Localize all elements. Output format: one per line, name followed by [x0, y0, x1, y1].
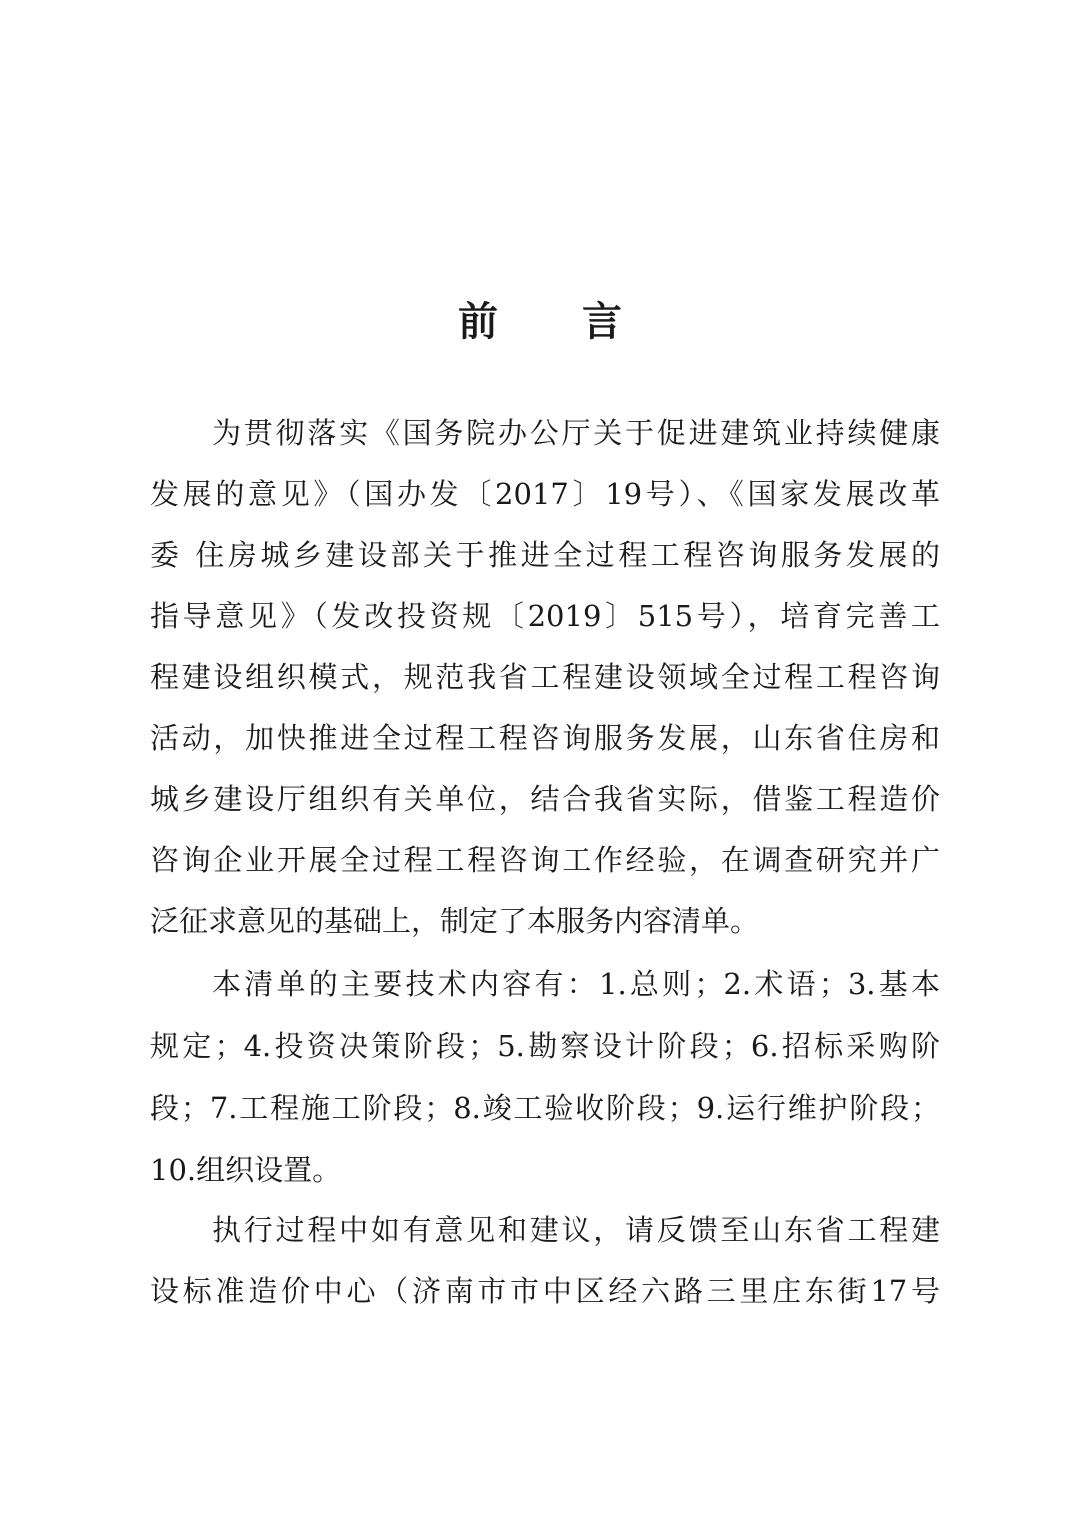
paragraph-3-line-2: 设标准造价中心（济南市市中区经六路三里庄东街17号: [150, 1274, 940, 1308]
paragraph-1-line-3: 委 住房城乡建设部关于推进全过程工程咨询服务发展的: [150, 538, 940, 572]
page-title: [0, 288, 1080, 348]
paragraph-2-line-3: 段；7.工程施工阶段；8.竣工验收阶段；9.运行维护阶段；: [150, 1091, 940, 1125]
paragraph-1-line-6: 活动，加快推进全过程工程咨询服务发展，山东省住房和: [150, 721, 940, 755]
paragraph-1-line-8: 咨询企业开展全过程工程咨询工作经验，在调查研究并广: [150, 843, 940, 877]
paragraph-1-line-4: 指导意见》（发改投资规〔2019〕515号），培育完善工: [150, 599, 940, 633]
paragraph-2-line-1: 本清单的主要技术内容有：1.总则；2.术语；3.基本: [212, 967, 940, 1001]
paragraph-1-line-1: 为贯彻落实《国务院办公厅关于促进建筑业持续健康: [212, 416, 940, 450]
paragraph-1-line-9: 泛征求意见的基础上，制定了本服务内容清单。: [150, 904, 760, 938]
paragraph-1-line-5: 程建设组织模式，规范我省工程建设领域全过程工程咨询: [150, 660, 940, 694]
title-char-1: 前: [458, 297, 498, 345]
paragraph-2-line-4: 10.组织设置。: [150, 1153, 342, 1187]
paragraph-3-line-1: 执行过程中如有意见和建议，请反馈至山东省工程建: [212, 1213, 940, 1247]
paragraph-1-line-2: 发展的意见》（国办发〔2017〕19号）、《国家发展改革: [150, 477, 940, 511]
paragraph-2-line-2: 规定；4.投资决策阶段；5.勘察设计阶段；6.招标采购阶: [150, 1029, 940, 1063]
title-char-2: 言: [582, 297, 622, 345]
paragraph-1-line-7: 城乡建设厅组织有关单位，结合我省实际，借鉴工程造价: [150, 782, 940, 816]
